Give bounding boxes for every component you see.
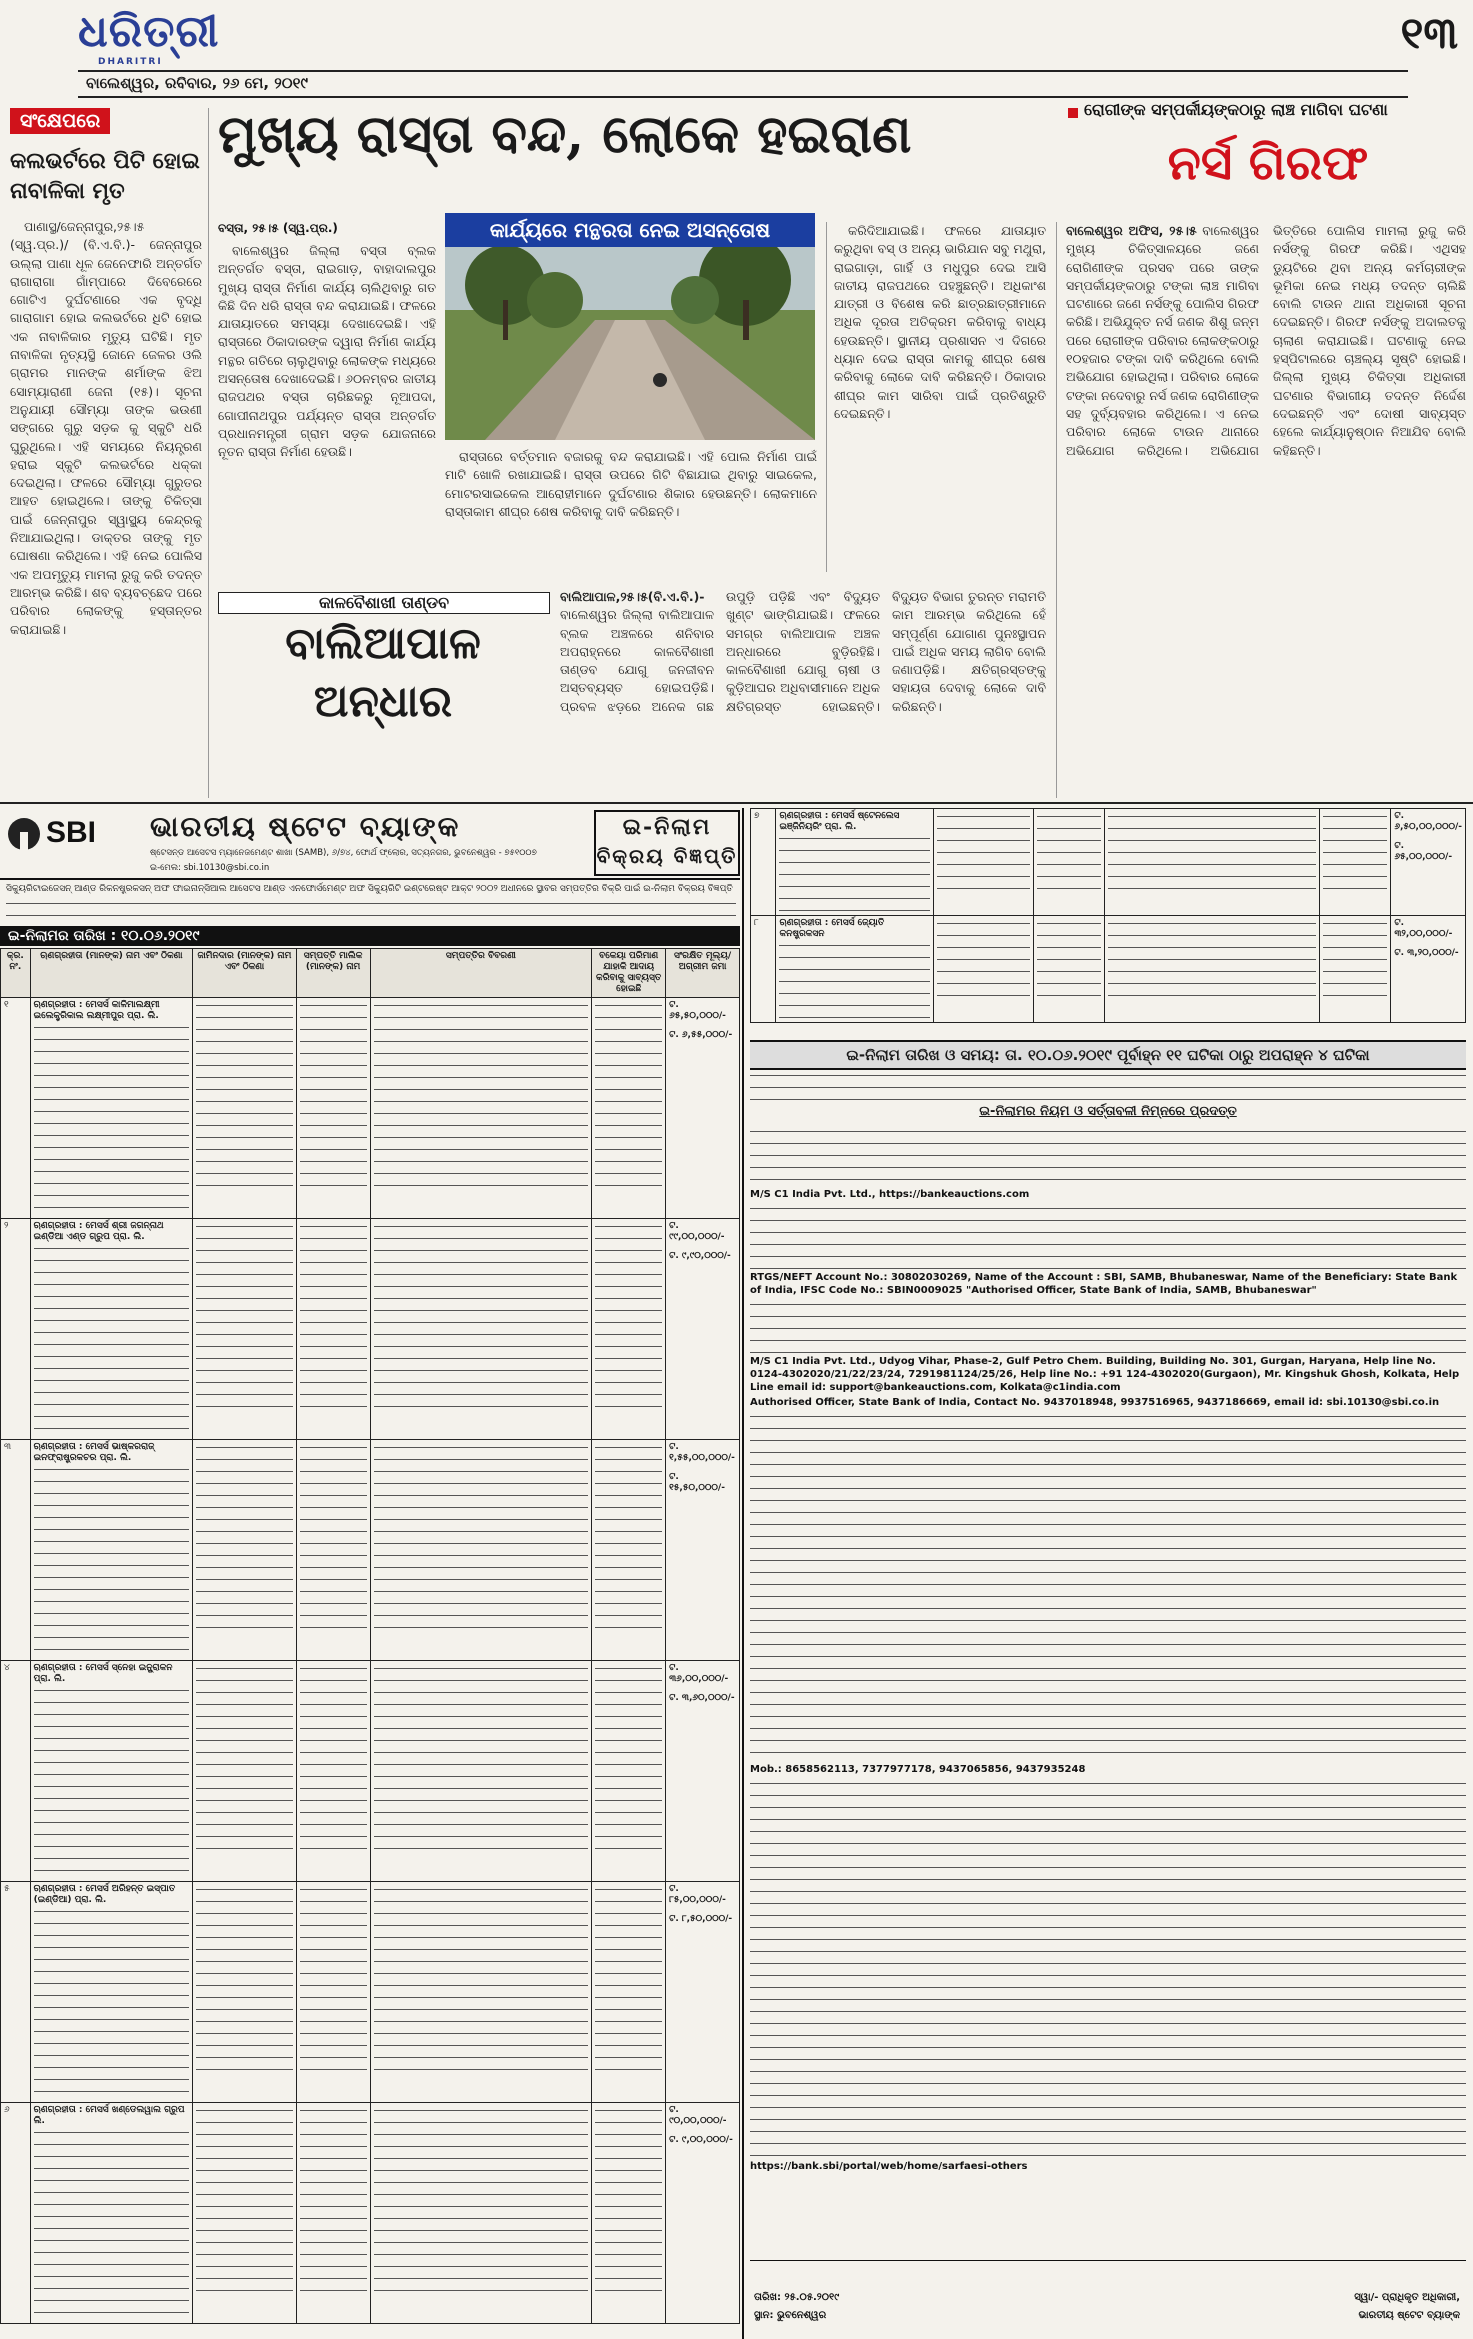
earnest-money: ଟ. ୮,୫୦,୦୦୦/- — [669, 1914, 733, 1924]
table-header-row — [1, 949, 740, 998]
row-number: ୭ — [754, 811, 760, 821]
table-cell-dues — [592, 1882, 666, 2103]
road-photo — [445, 230, 815, 440]
table-cell-dues — [1319, 916, 1391, 1023]
table-cell-borrower — [30, 2103, 193, 2324]
storm-dateline: ବାଲିଆପାଳ,୨୫।୫(ବି.ଏ.ବି.)- — [560, 589, 705, 604]
borrower-name: ଋଣଗ୍ରହୀତା : ମେସର୍ସ ଶ୍ରୀ ଜଗନ୍ନାଥ ଇଣ୍ଡିଆ ଏଣ୍ଡ ଗ୍ରୁପ ପ୍ରା. ଲି. — [33, 1221, 164, 1242]
footer-sign-2: ଭାରତୀୟ ଷ୍ଟେଟ ବ୍ୟାଙ୍କ — [1358, 2310, 1460, 2321]
earnest-money: ଟ. ୬,୫୫,୦୦୦/- — [669, 1030, 733, 1040]
table-cell-property — [370, 998, 592, 1219]
cell-text-lines — [779, 940, 929, 1020]
ad-intro: ସିକ୍ୟୁରିଟାଇଜେସନ୍ ଆଣ୍ଡ ରିକନଷ୍ଟ୍ରକସନ୍ ଅଫ ଫାଇନାନ୍ସିଆଲ ଆସେଟସ ଆଣ୍ଡ ଏନଫୋର୍ସମେଣ୍ଟ ଅଫ ସିକ୍ୟୁରିଟି ଇଣ୍ଟରେଷ୍ଟ ଆକ୍ଟ ୨୦୦୨ ଅଧୀନରେ ସ୍ଥାବର ସମ୍ପତ୍ତିର ବିକ୍ରି ପାଇଁ ଇ-ନିଲାମ ବିକ୍ରୟ ବିଜ୍ଞପ୍ତି — [6, 884, 733, 894]
lead-body-left — [218, 242, 436, 572]
table-cell-no — [751, 916, 776, 1023]
bank-name: ଭାରତୀୟ ଷ୍ଟେଟ ବ୍ୟାଙ୍କ — [150, 810, 461, 843]
reserve-price: ଟ. ୮୫,୦୦,୦୦୦/- — [669, 1884, 726, 1905]
table-cell-owner — [296, 1661, 370, 1882]
table-body-right — [751, 809, 1466, 1023]
lead-body-mid-text: ରାସ୍ତାରେ ବର୍ତ୍ତମାନ ବଜାରକୁ ବନ୍ଦ କରାଯାଇଛି। ଏହି ପୋଲ ନିର୍ମାଣ ପାଇଁ ମାଟି ଖୋଳି ରଖାଯାଇଛି। ରାସ୍ତା ଉପରେ ଗିଟି ବିଛାଯାଇ ଥିବାରୁ ସାଇକେଲ, ମୋଟରସାଇକେଲ ଆରୋହୀମାନେ ଦୁର୍ଘଟଣାର ଶିକାର ହେଉଛନ୍ତି। ଲୋକମାନେ ରାସ୍ତାକାମ ଶୀଘ୍ର ଶେଷ କରିବାକୁ ଦାବି କରିଛନ୍ତି। — [445, 449, 817, 519]
table-cell-borrower — [776, 809, 933, 916]
nurse-kicker: ରୋଗୀଙ୍କ ସମ୍ପର୍କୀୟଙ୍କଠାରୁ ଲାଞ୍ଚ ମାଗିବା ଘଟଣା — [1084, 100, 1388, 119]
table-cell-owner — [1033, 916, 1105, 1023]
table-cell-no — [751, 809, 776, 916]
reserve-price: ଟ. ୬,୫୦,୦୦,୦୦୦/- — [1394, 811, 1463, 832]
table-cell-owner — [296, 1219, 370, 1440]
table-cell-dues — [592, 2103, 666, 2324]
cell-text-lines — [34, 1685, 190, 1879]
table-row — [1, 1882, 740, 2103]
branch-address: ଷ୍ଟେସନ୍ଡ ଆସେଟସ ମ୍ୟାନେଜମେଣ୍ଟ ଶାଖା (SAMB), ୬/୭୪, ଫୋର୍ଥ ଫ୍ଲୋର, ସତ୍ୟନଗର, ଭୁବନେଶ୍ୱର - ୭୫୧୦୦୭ — [150, 848, 537, 858]
cell-text-lines — [595, 1884, 662, 2078]
borrower-name: ଋଣଗ୍ରହୀତା : ମେସର୍ସ କାଳିମାଲକ୍ଷ୍ମୀ ଇଲେକ୍ଟ୍ରିକାଲ ଲକ୍ଷ୍ମୀପୁର ପ୍ରା. ଲି. — [33, 1000, 160, 1021]
table-cell-borrower — [30, 1440, 193, 1661]
nurse-body-span: ବାଲେଶ୍ୱର ମୁଖ୍ୟ ଚିକିତ୍ସାଳୟରେ ଜଣେ ରୋଗିଣୀଙ୍କ ପ୍ରସବ ପରେ ତାଙ୍କ ସମ୍ପର୍କୀୟଙ୍କଠାରୁ ଟଙ୍କା ଲାଞ୍ଚ ମାଗିବା ଘଟଣାରେ ଜଣେ ନର୍ସଙ୍କୁ ପୋଲିସ ଗିରଫ କରିଛି। ଅଭିଯୁକ୍ତ ନର୍ସ ଜଣକ ଶିଶୁ ଜନ୍ମ ପରେ ରୋଗୀଙ୍କ ପରିବାର ଲୋକଙ୍କଠାରୁ ୧୦ହଜାର ଟଙ୍କା ଦାବି କରିଥିଲେ ବୋଲି ଅଭିଯୋଗ ହୋଇଥିଲା। ପରିବାର ଲୋକେ ଟଙ୍କା ନଦେବାରୁ ନର୍ସ ଜଣକ ରୋଗିଣୀଙ୍କ ସହ ଦୁର୍ବ୍ୟବହାର କରିଥିଲେ। ଏ ନେଇ ପରିବାର ଲୋକେ ଟାଉନ ଥାନାରେ ଅଭିଯୋଗ କରିଥିଲେ। ଅଭିଯୋଗ ଭିତ୍ତିରେ ପୋଲିସ ମାମଲା ରୁଜୁ କରି ନର୍ସଙ୍କୁ ଗିରଫ କରିଛି। ଏଥିସହ ଡ୍ୟୁଟିରେ ଥିବା ଅନ୍ୟ କର୍ମଚାରୀଙ୍କ ଭୂମିକା ନେଇ ମଧ୍ୟ ତଦନ୍ତ ଚାଲିଛି ବୋଲି ଟାଉନ ଥାନା ଅଧିକାରୀ ସୂଚନା ଦେଇଛନ୍ତି। ଗିରଫ ନର୍ସଙ୍କୁ ଅଦାଲତକୁ ଚାଲାଣ କରାଯାଇଛି। ଘଟଣାକୁ ନେଇ ହସ୍ପିଟାଲରେ ଚାଞ୍ଚଲ୍ୟ ସୃଷ୍ଟି ହୋଇଛି। ଜିଲ୍ଲା ମୁଖ୍ୟ ଚିକିତ୍ସା ଅଧିକାରୀ ଘଟଣାର ବିଭାଗୀୟ ତଦନ୍ତ ନିର୍ଦ୍ଦେଶ ଦେଇଛନ୍ତି ଏବଂ ଦୋଷୀ ସାବ୍ୟସ୍ତ ହେଲେ କାର୍ଯ୍ୟାନୁଷ୍ଠାନ ନିଆଯିବ ବୋଲି କହିଛନ୍ତି। — [1066, 223, 1466, 458]
left-table-wrap — [0, 948, 740, 2339]
table-cell-no — [1, 1440, 31, 1661]
cell-text-lines — [1108, 918, 1316, 998]
terms-english-1: M/S C1 India Pvt. Ltd., https://bankeauctions.com — [750, 1189, 1030, 1200]
lead-body-mid — [445, 448, 817, 572]
table-row — [1, 998, 740, 1219]
logo-text: ଧରିତ୍ରୀ — [78, 6, 220, 57]
brief-headline: କଲଭର୍ଟରେ ପିଟି ହୋଇ ନାବାଳିକା ମୃତ — [10, 148, 200, 204]
cell-text-lines — [1323, 811, 1388, 891]
lead-dateline: ବସ୍ତା, ୨୫।୫ (ସ୍ୱ.ପ୍ର.) — [218, 221, 338, 235]
earnest-money: ଟ. ୯,୦୦,୦୦୦/- — [669, 2135, 733, 2145]
right-table-wrap — [750, 808, 1466, 1034]
table-cell-dues — [1319, 809, 1391, 916]
table-cell-reserve — [666, 998, 740, 1219]
table-cell-owner — [296, 998, 370, 1219]
reserve-price: ଟ. ୩୨,୦୦,୦୦୦/- — [1394, 918, 1453, 939]
cell-text-lines — [937, 918, 1030, 998]
cell-text-lines — [196, 1442, 292, 1636]
reserve-price: ଟ. ୧,୫୫,୦୦,୦୦୦/- — [669, 1442, 735, 1463]
earnest-money: ଟ. ୧୫,୫୦,୦୦୦/- — [669, 1472, 725, 1493]
table-cell-reserve — [666, 1219, 740, 1440]
cell-text-lines — [300, 1663, 367, 1857]
terms-lines — [750, 1778, 1466, 2158]
brief-body — [10, 218, 202, 798]
table-cell-no — [1, 2103, 31, 2324]
cell-text-lines — [374, 1221, 589, 1415]
ad-column-rule — [742, 808, 744, 2339]
cell-text-lines — [34, 1464, 190, 1658]
table-cell-no — [1, 1661, 31, 1882]
cell-text-lines — [34, 1906, 190, 2100]
row-number: ୨ — [4, 1221, 9, 1231]
table-cell-reserve — [666, 1440, 740, 1661]
logo-subtitle: DHARITRI — [98, 57, 163, 67]
earnest-money: ଟ. ୯,୯୦,୦୦୦/- — [669, 1251, 731, 1261]
cell-text-lines — [595, 1000, 662, 1194]
table-cell-dues — [592, 1219, 666, 1440]
footer-date: ତାରିଖ: ୨୫.୦୫.୨୦୧୯ — [754, 2292, 840, 2303]
terms-english-4: Authorised Officer, State Bank of India, Contact No. 9437018948, 9937516965, 9437186669, email id: sbi.10130@sbi.co.in — [750, 1397, 1440, 1408]
table-column-header: ସଂରକ୍ଷିତ ମୂଲ୍ୟ/ଅଗ୍ରୀମ ଜମା — [666, 949, 740, 998]
lead-body-right-text: କରିଦିଆଯାଇଛି। ଫଳରେ ଯାତାୟାତ କରୁଥିବା ବସ୍ ଓ ଅନ୍ୟ ଭାରିଯାନ ସବୁ ମଥୁରା, ରାଇଗାଡ଼ା, ଗାର୍ହି ଓ ମଧୁପୁର ଦେଇ ଆସି ଜାତୀୟ ରାଜପଥରେ ପହଞ୍ଚୁଛନ୍ତି। ଅଧିକାଂଶ ଯାତ୍ରୀ ଓ ବିଶେଷ କରି ଛାତ୍ରଛାତ୍ରୀମାନେ ଅଧିକ ଦୂରତା ଅତିକ୍ରମ କରିବାକୁ ବାଧ୍ୟ ହେଉଛନ୍ତି। ସ୍ଥାନୀୟ ପ୍ରଶାସନ ଏ ଦିଗରେ ଧ୍ୟାନ ଦେଇ ରାସ୍ତା କାମକୁ ଶୀଘ୍ର ଶେଷ କରିବାକୁ ଲୋକେ ଦାବି କରିଛନ୍ତି। ଠିକାଦାର ଶୀଘ୍ର କାମ ସାରିବା ପାଇଁ ପ୍ରତିଶ୍ରୁତି ଦେଇଛନ୍ତି। — [834, 223, 1046, 421]
cell-text-lines — [300, 2105, 367, 2299]
cell-text-lines — [595, 2105, 662, 2299]
nurse-body-text — [1066, 222, 1466, 461]
table-cell-guarantor — [933, 916, 1033, 1023]
borrower-name: ଋଣଗ୍ରହୀତା : ମେସର୍ସ ଅରିହନ୍ତ ଇସ୍ପାତ (ଇଣ୍ଡିଆ) ପ୍ରା. ଲି. — [33, 1884, 176, 1905]
table-cell-no — [1, 1882, 31, 2103]
terms-lines — [750, 1203, 1466, 1269]
dateline-bar — [78, 70, 1408, 98]
table-cell-owner — [296, 2103, 370, 2324]
reserve-price: ଟ. ୬୫,୫୦,୦୦୦/- — [669, 1000, 726, 1021]
table-cell-guarantor — [193, 1219, 296, 1440]
cell-text-lines — [595, 1442, 662, 1636]
table-cell-owner — [296, 1440, 370, 1661]
ad-intro-lines — [6, 898, 736, 922]
cell-text-lines — [300, 1221, 367, 1415]
table-cell-owner — [296, 1882, 370, 2103]
table-cell-guarantor — [193, 2103, 296, 2324]
borrower-name: ଋଣଗ୍ରହୀତା : ମେସର୍ସ ଷ୍ଟେନଲେସ ଇଞ୍ଜିନିୟରିଂ ପ୍ରା. ଲି. — [779, 811, 900, 832]
notice-title-2: ବିକ୍ରୟ ବିଜ୍ଞପ୍ତି — [596, 844, 738, 868]
table-cell-property — [370, 1219, 592, 1440]
terms-english-6: https://bank.sbi/portal/web/home/sarfaesi-others — [750, 2161, 1028, 2172]
auction-time-band: ଇ-ନିଲାମ ତାରିଖ ଓ ସମୟ: ତା. ୧୦.୦୬.୨୦୧୯ ପୂର୍ବାହ୍ନ ୧୧ ଘଟିକା ଠାରୁ ଅପରାହ୍ନ ୪ ଘଟିକା — [750, 1040, 1466, 1070]
earnest-money: ଟ. ୩,୬୦,୦୦୦/- — [669, 1693, 735, 1703]
terms-english-5: Mob.: 8658562113, 7377977178, 9437065856, 9437935248 — [750, 1764, 1086, 1775]
cell-text-lines — [374, 1663, 589, 1857]
cell-text-lines — [34, 2127, 190, 2321]
reserve-price: ଟ. ୯୯,୦୦,୦୦୦/- — [669, 1221, 725, 1242]
table-cell-dues — [592, 1440, 666, 1661]
terms-body — [750, 1126, 1466, 2256]
photo-caption: କାର୍ଯ୍ୟରେ ମନ୍ଥରତା ନେଇ ଅସନ୍ତୋଷ — [445, 213, 815, 247]
notice-title-1: ଇ-ନିଲାମ — [622, 814, 712, 840]
table-cell-guarantor — [193, 1440, 296, 1661]
storm-kicker: କାଳବୈଶାଖୀ ତାଣ୍ଡବ — [218, 592, 550, 614]
row-number: ୧ — [4, 1000, 9, 1010]
row-number: ୫ — [4, 1884, 10, 1894]
table-cell-dues — [592, 998, 666, 1219]
row-number: ୪ — [4, 1663, 10, 1673]
storm-body-text — [560, 588, 1046, 717]
nurse-headline: ନର୍ସ ଗିରଫ — [1167, 135, 1369, 191]
table-cell-guarantor — [933, 809, 1033, 916]
cell-text-lines — [1037, 811, 1102, 891]
borrower-name: ଋଣଗ୍ରହୀତା : ମେସର୍ସ ଜ୍ୟୋତି କନଷ୍ଟ୍ରକସନ — [779, 918, 885, 939]
table-cell-property — [370, 1661, 592, 1882]
row-number: ୩ — [4, 1442, 12, 1452]
row-number: ୮ — [754, 918, 759, 928]
borrower-name: ଋଣଗ୍ରହୀତା : ମେସର୍ସ ସ୍ନେହା ଇନ୍ଫ୍ରାକନ ପ୍ରା. ଲି. — [33, 1663, 173, 1684]
cell-text-lines — [196, 1884, 292, 2078]
cell-text-lines — [779, 833, 929, 913]
cell-text-lines — [300, 1884, 367, 2078]
table-cell-property — [370, 1440, 592, 1661]
cell-text-lines — [34, 1243, 190, 1437]
table-cell-no — [1, 1219, 31, 1440]
newspaper-logo — [78, 8, 318, 56]
table-cell-reserve — [666, 2103, 740, 2324]
notice-title-box — [594, 810, 740, 876]
table-cell-owner — [1033, 809, 1105, 916]
table-cell-guarantor — [193, 1882, 296, 2103]
table-row — [1, 1219, 740, 1440]
table-cell-property — [370, 1882, 592, 2103]
cell-text-lines — [374, 1442, 589, 1636]
road-photo-image — [445, 230, 815, 440]
table-cell-property — [370, 2103, 592, 2324]
cell-text-lines — [374, 1000, 589, 1194]
lead-headline: ମୁଖ୍ୟ ରାସ୍ତା ବନ୍ଦ, ଲୋକେ ହଇରାଣ — [218, 104, 912, 165]
cell-text-lines — [374, 2105, 589, 2299]
footer-sign-1: ସ୍ୱା/- ପ୍ରାଧିକୃତ ଅଧିକାରୀ, — [1354, 2292, 1460, 2303]
table-row — [1, 1440, 740, 1661]
storm-body-span: ବାଲେଶ୍ୱର ଜିଲ୍ଲା ବାଲିଆପାଳ ବ୍ଲକ ଅଞ୍ଚଳରେ ଶନିବାର ଅପରାହ୍ନରେ କାଳବୈଶାଖୀ ତାଣ୍ଡବ ଯୋଗୁ ଜନଜୀବନ ଅସ୍ତବ୍ୟସ୍ତ ହୋଇପଡ଼ିଛି। ପ୍ରବଳ ଝଡ଼ରେ ଅନେକ ଗଛ ଉପୁଡ଼ି ପଡ଼ିଛି ଏବଂ ବିଦ୍ୟୁତ ଖୁଣ୍ଟ ଭାଙ୍ଗିଯାଇଛି। ଫଳରେ ସମଗ୍ର ବାଲିଆପାଳ ଅଞ୍ଚଳ ଅନ୍ଧାରରେ ବୁଡ଼ିରହିଛି। କାଳବୈଶାଖୀ ଯୋଗୁ ଚାଷୀ ଓ କୁଡ଼ିଆଘର ଅଧିବାସୀମାନେ ଅଧିକ କ୍ଷତିଗ୍ରସ୍ତ ହୋଇଛନ୍ତି। ବିଦ୍ୟୁତ ବିଭାଗ ତୁରନ୍ତ ମରାମତି କାମ ଆରମ୍ଭ କରିଥିଲେ ହେଁ ସମ୍ପୂର୍ଣ୍ଣ ଯୋଗାଣ ପୁନଃସ୍ଥାପନ ପାଇଁ ଅଧିକ ସମୟ ଲାଗିବ ବୋଲି ଜଣାପଡ଼ିଛି। କ୍ଷତିଗ୍ରସ୍ତଙ୍କୁ ସହାୟତା ଦେବାକୁ ଲୋକେ ଦାବି କରିଛନ୍ତି। — [560, 589, 1046, 714]
nurse-dateline: ବାଲେଶ୍ୱର ଅଫିସ, ୨୫।୫ — [1066, 223, 1197, 238]
terms-lines — [750, 1299, 1466, 1353]
table-column-header: ବକେୟା ପରିମାଣ ଯାହାକି ଆଦାୟ କରିବାକୁ ସାବ୍ୟସ୍ତ ହୋଇଛି — [592, 949, 666, 998]
reserve-price: ଟ. ୩୬,୦୦,୦୦୦/- — [669, 1663, 729, 1684]
cell-text-lines — [595, 1663, 662, 1857]
brief-tag: ସଂକ୍ଷେପରେ — [10, 108, 110, 134]
ad-separator — [0, 802, 1473, 804]
column-rule — [1056, 222, 1057, 798]
lead-body-left-text: ବାଲେଶ୍ୱର ଜିଲ୍ଲା ବସ୍ତା ବ୍ଲକ ଅନ୍ତର୍ଗତ ବସ୍ତା, ରାଇଗାଡ଼, ବାହାଦାଲପୁର ମୁଖ୍ୟ ରାସ୍ତା ନିର୍ମାଣ କାର୍ଯ୍ୟ ଚାଲିଥିବାରୁ ଗତ କିଛି ଦିନ ଧରି ରାସ୍ତା ବନ୍ଦ କରାଯାଇଛି। ଫଳରେ ଯାତାୟାତରେ ସମସ୍ୟା ଦେଖାଦେଇଛି। ଏହି ରାସ୍ତାରେ ଠିକାଦାରଙ୍କ ଦ୍ୱାରା ନିର୍ମାଣ କାର୍ଯ୍ୟ ମନ୍ଥର ଗତିରେ ଚାଲୁଥିବାରୁ ଲୋକଙ୍କ ମଧ୍ୟରେ ଅସନ୍ତୋଷ ଦେଖାଦେଇଛି। ୬୦ନମ୍ବର ଜାତୀୟ ରାଜପଥର ବସ୍ତା ଚାରିଛକରୁ ନୂଆପଦା, ଗୋପୀନାଥପୁର ପର୍ଯ୍ୟନ୍ତ ରାସ୍ତା ଅନ୍ତର୍ଗତ ପ୍ରଧାନମନ୍ତ୍ରୀ ଗ୍ରାମ ସଡ଼କ ଯୋଜନାରେ ନୂତନ ରାସ୍ତା ନିର୍ମାଣ ହେଉଛି। — [218, 243, 436, 460]
ad-footer — [750, 2260, 1466, 2337]
sbi-logo-icon — [8, 818, 40, 850]
terms-title: ଇ-ନିଲାମର ନିୟମ ଓ ସର୍ତ୍ତାବଳୀ ନିମ୍ନରେ ପ୍ରଦତ୍ତ — [979, 1104, 1237, 1119]
reserve-price: ଟ. ୯୦,୦୦,୦୦୦/- — [669, 2105, 727, 2126]
branch-email: ଇ-ମେଲ: sbi.10130@sbi.co.in — [150, 863, 270, 873]
kicker-bullet — [1068, 108, 1078, 118]
lead-body-right — [834, 222, 1046, 572]
table-cell-reserve — [1391, 916, 1466, 1023]
terms-lines — [750, 1411, 1466, 1761]
table-cell-reserve — [666, 1882, 740, 2103]
table-cell-property — [1105, 916, 1320, 1023]
borrower-name: ଋଣଗ୍ରହୀତା : ମେସର୍ସ ଖଣ୍ଡେଲୱାଲ ଗ୍ରୁପ ଲି. — [33, 2105, 185, 2126]
table-cell-borrower — [776, 916, 933, 1023]
borrower-name: ଋଣଗ୍ରହୀତା : ମେସର୍ସ ଭାଷ୍କରରାଜ୍ ଇନଫ୍ରାଷ୍ଟ୍ରକଚର ପ୍ରା. ଲି. — [33, 1442, 155, 1463]
cell-text-lines — [196, 2105, 292, 2299]
table-column-header: କ୍ର. ନଂ. — [1, 949, 31, 998]
table-row — [1, 2103, 740, 2324]
storm-body — [560, 588, 1046, 798]
table-row — [751, 916, 1466, 1023]
table-cell-property — [1105, 809, 1320, 916]
table-cell-reserve — [1391, 809, 1466, 916]
table-column-header: ସମ୍ପତ୍ତିର ବିବରଣୀ — [370, 949, 592, 998]
table-column-header: ଜାମିନଦାର (ମାନଙ୍କ) ନାମ ଏବଂ ଠିକଣା — [193, 949, 296, 998]
cell-text-lines — [196, 1221, 292, 1415]
nurse-body — [1066, 222, 1466, 798]
table-row — [751, 809, 1466, 916]
storm-headline-1: ବାଲିଆପାଳ — [285, 618, 481, 669]
table-cell-borrower — [30, 998, 193, 1219]
cell-text-lines — [300, 1000, 367, 1194]
cell-text-lines — [196, 1663, 292, 1857]
cell-text-lines — [937, 811, 1030, 891]
storm-headline-2: ଅନ୍ଧାର — [313, 676, 453, 727]
column-rule — [826, 222, 827, 572]
ad-header — [0, 808, 740, 880]
brief-body-text: ପାଣାସ୍ଥ/ଜେନ୍ନାପୁର,୨୫।୫ (ସ୍ୱ.ପ୍ର.)/ (ବି.ଏ.ବି.)- ଜେନ୍ନାପୁର ଉଲ୍ଲା ପାଣା ଧୂଳ ଜେନେଫାରି ଅନ୍ତର୍ଗତ ରାଗାରାଗା ଗାଁମ୍ପାରେ ଦିବେରେରେ ଗୋଟିଏ ଦୁର୍ଘଟଣାରେ ଏକ ବୃଦ୍ଧି ଗାରାଗାମ ହୋଇ କଲଭର୍ଟରେ ଧିଟି ହୋଇ ଏକ ନାବାଳିକାର ମୃତ୍ୟୁ ଘଟିଛି। ମୃତ ନାବାଳିକା ନୃତ୍ୟସ୍ଥି ଜୋନେ ଜେଳର ଓଲି ଗ୍ରାମର ମାନଙ୍କ ଶର୍ମାଙ୍କ ଝିଅ ସୋମ୍ୟାରାଣୀ ଜେନା (୧୫)। ସୂଚନା ଅନୁଯାୟୀ ସୌମ୍ୟା ତାଙ୍କ ଭଉଣୀ ସଙ୍ଗରେ ଗୁରୁ ସଡ଼କ କୁ ସ୍କୁଟି ଧରି ଘୁରୁଥିଲେ। ଏହି ସମୟରେ ନିୟନ୍ତ୍ରଣ ହରାଇ ସ୍କୁଟି କଲଭର୍ଟରେ ଧକ୍କା ଦେଇଥିଲା। ଫଳରେ ସୌମ୍ୟା ଗୁରୁତର ଆହତ ହୋଇଥିଲେ। ତାଙ୍କୁ ଚିକିତ୍ସା ପାଇଁ ଜେନ୍ନାପୁର ସ୍ୱାସ୍ଥ୍ୟ କେନ୍ଦ୍ରକୁ ନିଆଯାଇଥିଲା। ଡାକ୍ତର ତାଙ୍କୁ ମୃତ ଘୋଷଣା କରିଥିଲେ। ଏହି ନେଇ ପୋଲିସ ଏକ ଅପମୃତ୍ୟୁ ମାମଲା ରୁଜୁ କରି ତଦନ୍ତ ଆରମ୍ଭ କରିଛି। ଶବ ବ୍ୟବଚ୍ଛେଦ ପରେ ପରିବାର ଲୋକଙ୍କୁ ହସ୍ତାନ୍ତର କରାଯାଇଛି। — [10, 219, 202, 637]
table-cell-borrower — [30, 1661, 193, 1882]
footer-place: ସ୍ଥାନ: ଭୁବନେଶ୍ୱର — [754, 2310, 827, 2321]
page-number: ୧୩ — [1400, 8, 1458, 59]
terms-lines — [750, 1126, 1466, 1186]
cell-text-lines — [374, 1884, 589, 2078]
cell-text-lines — [1323, 918, 1388, 998]
table-row — [1, 1661, 740, 1882]
column-rule — [208, 108, 209, 798]
cell-text-lines — [1108, 811, 1316, 891]
band-detail-lines — [750, 1070, 1466, 1100]
earnest-money: ଟ. ୬୫,୦୦,୦୦୦/- — [1394, 841, 1453, 862]
table-cell-no — [1, 998, 31, 1219]
cell-text-lines — [595, 1221, 662, 1415]
table-column-header: ଋଣଗ୍ରହୀତା (ମାନଙ୍କ) ନାମ ଏବଂ ଠିକଣା — [30, 949, 193, 998]
dateline: ବାଲେଶ୍ୱର, ରବିବାର, ୨୬ ମେ, ୨୦୧୯ — [86, 74, 308, 92]
auction-table-right — [750, 808, 1466, 1023]
terms-english-3: M/S C1 India Pvt. Ltd., Udyog Vihar, Phase-2, Gulf Petro Chem. Building, Building No. 301, Gurgan, Haryana, Help line No. 0124-4302020/21/22/23/24, 7291981124/25/26, Help line No.: +91 124-4302020(Gurgaon), Mr. Kingshuk Ghosh, Kolkata, Help Line email id: support@bankeauctions.com, Kolkata@c1india.com — [750, 1356, 1460, 1393]
cell-text-lines — [300, 1442, 367, 1636]
table-cell-reserve — [666, 1661, 740, 1882]
table-cell-guarantor — [193, 1661, 296, 1882]
auction-table — [0, 948, 740, 2324]
terms-english-2: RTGS/NEFT Account No.: 30802030269, Name of the Account : SBI, SAMB, Bhubaneswar, Name of the Beneficiary: State Bank of India, IFSC Code No.: SBIN0009025 "Authorised Officer, State Bank of India, SAMB, Bhubaneswar" — [750, 1272, 1458, 1296]
earnest-money: ଟ. ୩,୨୦,୦୦୦/- — [1394, 948, 1459, 958]
cell-text-lines — [196, 1000, 292, 1194]
auction-date-label: ଇ-ନିଲାମର ତାରିଖ : ୧୦.୦୬.୨୦୧୯ — [0, 926, 740, 946]
cell-text-lines — [1037, 918, 1102, 998]
table-column-header: ସମ୍ପତ୍ତି ମାଲିକ (ମାନଙ୍କ) ନାମ — [296, 949, 370, 998]
row-number: ୬ — [4, 2105, 10, 2115]
table-cell-guarantor — [193, 998, 296, 1219]
table-cell-borrower — [30, 1219, 193, 1440]
table-cell-dues — [592, 1661, 666, 1882]
cell-text-lines — [34, 1022, 190, 1216]
table-cell-borrower — [30, 1882, 193, 2103]
table-body — [1, 998, 740, 2324]
masthead — [0, 0, 1473, 100]
sbi-auction-notice — [0, 808, 1473, 2339]
sbi-brand: SBI — [46, 816, 97, 849]
